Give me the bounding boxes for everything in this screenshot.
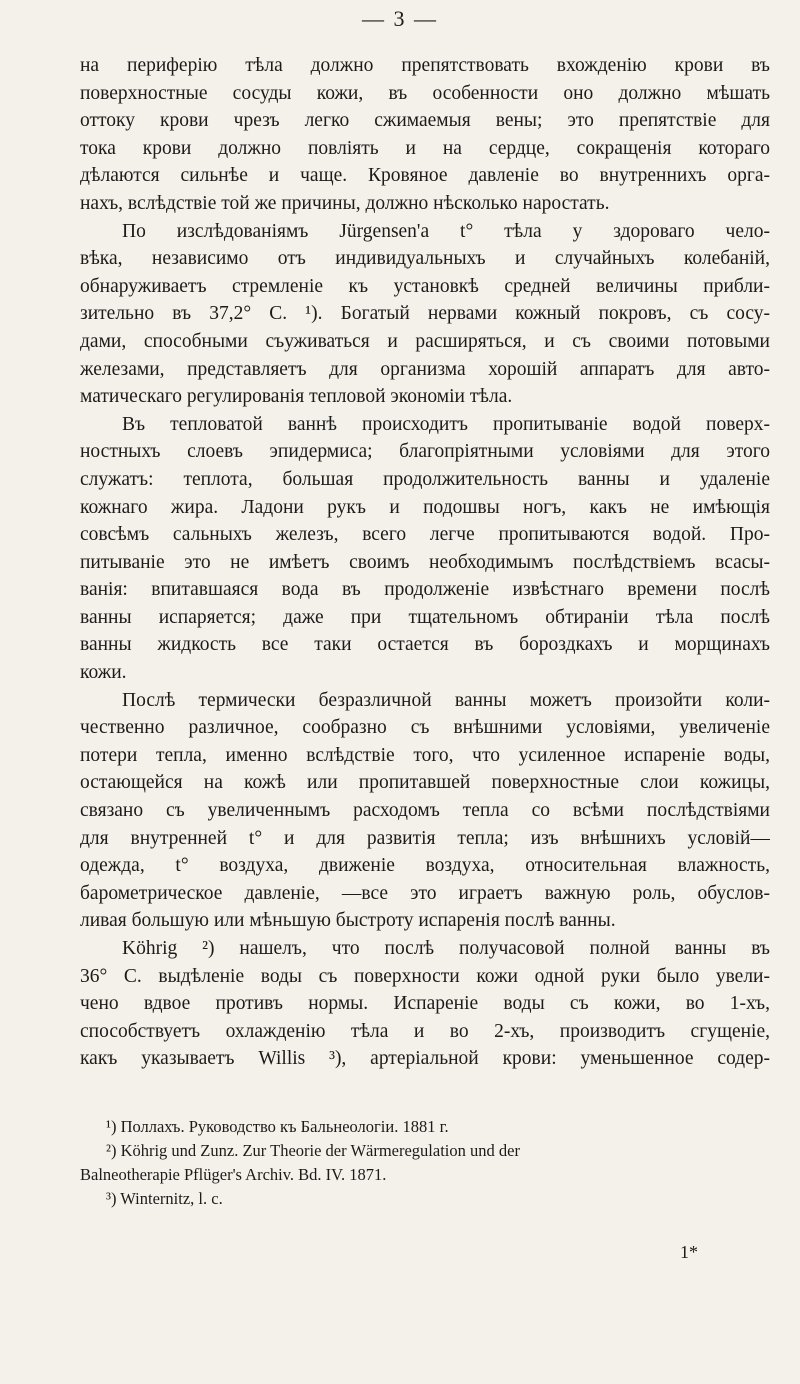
text-line: чественно различное, сообразно съ внѣшними условіями, увеличеніе [80,717,770,739]
text-line: ностныхъ слоевъ эпидермиса; благопріятными условіями для этого [80,441,770,463]
text-line: дѣлаются сильнѣе и чаще. Кровяное давленіе во внутреннихъ орга- [80,165,770,187]
text-line: поверхностные сосуды кожи, въ особенности оно должно мѣшать [80,82,770,104]
text-line: способствуетъ охлажденію тѣла и во 2-хъ, производитъ сгущеніе, [80,1020,770,1042]
footnote-line: ²) Köhrig und Zunz. Zur Theorie der Wärmeregulation und der [106,1141,520,1160]
text-line: ванны испаряется; даже при тщательномъ обтираніи тѣла послѣ [80,606,770,628]
text-line: матическаго регулированія тепловой экономіи тѣла. [80,386,513,408]
text-line: Köhrig ²) нашелъ, что послѣ получасовой полной ванны въ [122,938,770,959]
page-number: — 3 — [362,6,438,31]
text-line: питываніе это не имѣетъ своимъ необходимымъ послѣдствіемъ всасы- [80,551,770,573]
text-line: Въ тепловатой ваннѣ происходитъ пропитываніе водой поверх- [122,413,770,435]
signature-mark: 1* [680,1242,698,1262]
text-line: железами, представляетъ для организма хорошій аппаратъ для авто- [80,358,770,380]
text-line: ванны жидкость все таки остается въ бороздкахъ и морщинахъ [80,634,770,656]
text-line: связано съ увеличеннымъ расходомъ тепла со всѣми послѣдствіями [80,800,770,822]
text-line: потери тепла, именно вслѣдствіе того, что усиленное испареніе воды, [80,744,770,766]
text-line: какъ указываетъ Willis ³), артеріальной крови: уменьшенное содер- [80,1048,770,1070]
text-line: оттоку крови чрезъ легко сжимаемыя вены; это препятствіе для [80,110,770,132]
text-line: барометрическое давленіе, —все это играетъ важную роль, обуслов- [80,882,770,904]
text-line: ливая большую или мѣньшую быстроту испаренія послѣ ванны. [80,910,616,932]
text-line: кожи. [80,662,127,684]
text-line: для внутренней t° и для развитія тепла; изъ внѣшнихъ условій— [80,827,770,849]
footnotes [80,1115,770,1211]
footnote-line: ¹) Поллахъ. Руководство къ Бальнеологіи. 1881 г. [106,1117,449,1136]
body-text [80,52,770,1073]
text-line: кожнаго жира. Ладони рукъ и подошвы ногъ, какъ не имѣющія [80,496,770,518]
text-line: 36° С. выдѣленіе воды съ поверхности кожи одной руки было увели- [80,965,770,987]
text-line: служатъ: теплота, большая продолжительность ванны и удаленіе [80,468,770,490]
text-line: дами, способными съуживаться и расширяться, и съ своими потовыми [80,330,770,352]
text-line: ванія: впитавшаяся вода въ продолженіе извѣстнаго времени послѣ [80,579,770,601]
text-line: одежда, t° воздуха, движеніе воздуха, относительная влажность, [80,855,770,877]
text-line: Послѣ термически безразличной ванны можетъ произойти коли- [122,689,770,711]
text-line: остающейся на кожѣ или пропитавшей поверхностные слои кожицы, [80,772,770,794]
footnote-line: ³) Winternitz, l. c. [106,1189,223,1208]
text-line: нахъ, вслѣдствіе той же причины, должно нѣсколько наростать. [80,192,610,214]
text-line: тока крови должно повліять и на сердце, сокращенія котораго [80,137,770,159]
text-line: зительно въ 37,2° С. ¹). Богатый нервами кожный покровъ, съ сосу- [80,303,770,325]
text-line: вѣка, независимо отъ индивидуальныхъ и случайныхъ колебаній, [80,248,770,270]
text-line: чено вдвое противъ нормы. Испареніе воды съ кожи, во 1-хъ, [80,993,770,1015]
footnote-line: Balneotherapie Pflüger's Archiv. Bd. IV. 1871. [80,1165,387,1184]
text-line: По изслѣдованіямъ Jürgensen'a t° тѣла у здороваго чело- [122,220,770,242]
text-line: на периферію тѣла должно препятствовать вхожденію крови въ [80,55,770,76]
text-line: совсѣмъ сальныхъ железъ, всего легче пропитываются водой. Про- [80,524,770,546]
text-line: обнаруживаетъ стремленіе къ установкѣ средней величины прибли- [80,275,770,297]
